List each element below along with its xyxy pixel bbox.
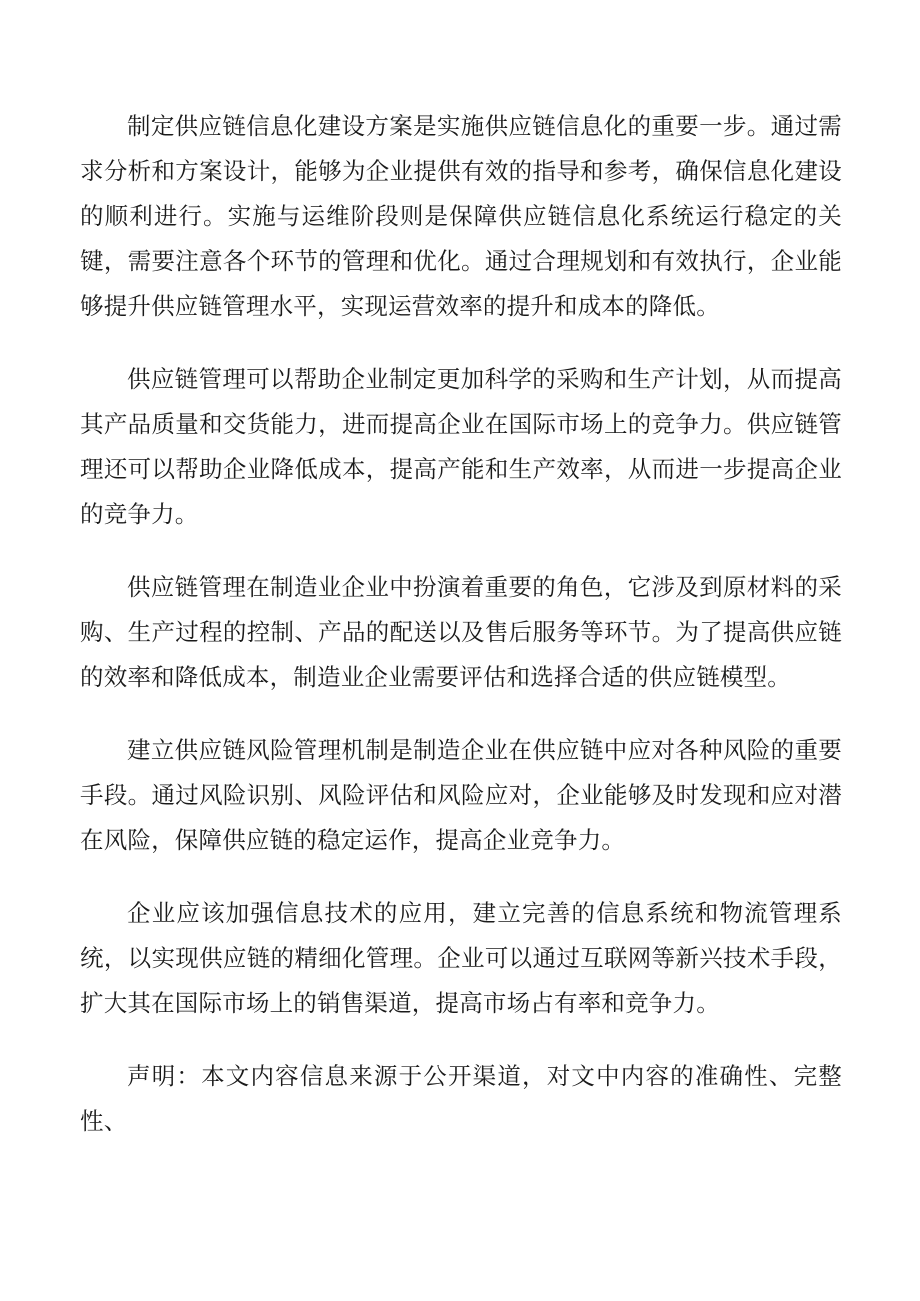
- paragraph-2: 供应链管理可以帮助企业制定更加科学的采购和生产计划，从而提高其产品质量和交货能力，进而提高企业在国际市场上的竞争力。供应链管理还可以帮助企业降低成本，提高产能和生产效率，从而进一步提高企业的竞争力。: [80, 365, 842, 528]
- paragraph-1: 制定供应链信息化建设方案是实施供应链信息化的重要一步。通过需求分析和方案设计，能够为企业提供有效的指导和参考，确保信息化建设的顺利进行。实施与运维阶段则是保障供应链信息化系统运行稳定的关键，需要注意各个环节的管理和优化。通过合理规划和有效执行，企业能够提升供应链管理水平，实现运营效率的提升和成本的降低。: [80, 112, 842, 320]
- paragraph-5: 企业应该加强信息技术的应用，建立完善的信息系统和物流管理系统，以实现供应链的精细化管理。企业可以通过互联网等新兴技术手段，扩大其在国际市场上的销售渠道，提高市场占有率和竞争力。: [80, 899, 842, 1017]
- paragraph-4: 建立供应链风险管理机制是制造企业在供应链中应对各种风险的重要手段。通过风险识别、风险评估和风险应对，企业能够及时发现和应对潜在风险，保障供应链的稳定运作，提高企业竞争力。: [80, 736, 842, 854]
- paragraph-3: 供应链管理在制造业企业中扮演着重要的角色，它涉及到原材料的采购、生产过程的控制、产品的配送以及售后服务等环节。为了提高供应链的效率和降低成本，制造业企业需要评估和选择合适的供应链模型。: [80, 573, 842, 691]
- disclaimer-paragraph: 声明：本文内容信息来源于公开渠道，对文中内容的准确性、完整性、: [80, 1062, 842, 1135]
